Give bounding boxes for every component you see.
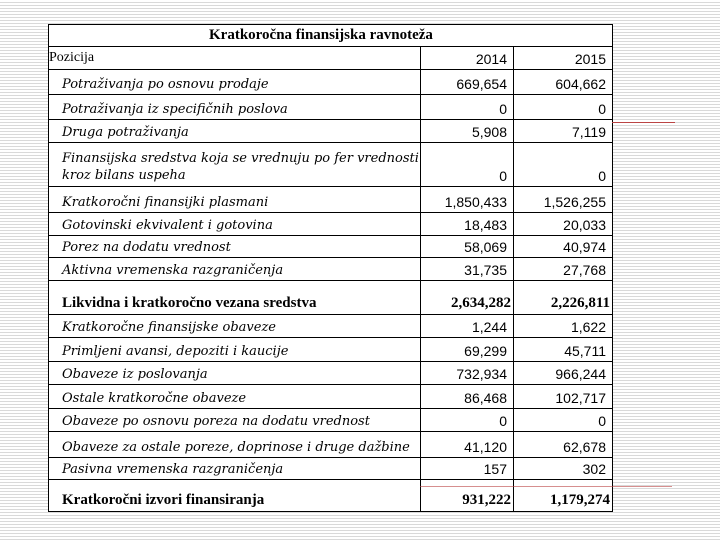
row-label: Pasivna vremenska razgraničenja	[49, 458, 421, 480]
value-2015: 302	[514, 458, 613, 480]
header-position: Pozicija	[49, 47, 421, 70]
row-label: Druga potraživanja	[49, 120, 421, 143]
row-label: Obaveze za ostale poreze, doprinose i druge dažbine	[49, 432, 421, 458]
value-2015: 1,179,274	[514, 480, 613, 512]
value-2015: 0	[514, 409, 613, 432]
row-label: Obaveze po osnovu poreza na dodatu vrednost	[49, 409, 421, 432]
row-label: Porez na dodatu vrednost	[49, 236, 421, 258]
table-row	[49, 315, 613, 338]
table-row	[49, 432, 613, 458]
table-row	[49, 338, 613, 362]
table-row	[49, 409, 613, 432]
value-2014: 1,244	[421, 315, 514, 338]
table-row	[49, 143, 613, 187]
row-label: Obaveze iz poslovanja	[49, 362, 421, 385]
value-2014: 0	[421, 409, 514, 432]
value-2015: 0	[514, 95, 613, 120]
header-2015: 2015	[514, 47, 613, 70]
value-2014: 0	[421, 143, 514, 187]
row-label: Gotovinski ekvivalent i gotovina	[49, 213, 421, 236]
value-2015: 966,244	[514, 362, 613, 385]
value-2015: 1,622	[514, 315, 613, 338]
table-row	[49, 236, 613, 258]
table-row	[49, 120, 613, 143]
value-2014: 18,483	[421, 213, 514, 236]
row-label: Aktivna vremenska razgraničenja	[49, 258, 421, 281]
table-row	[49, 458, 613, 480]
value-2014: 58,069	[421, 236, 514, 258]
row-label: Potraživanja po osnovu prodaje	[49, 70, 421, 95]
table-row	[49, 362, 613, 385]
value-2015: 604,662	[514, 70, 613, 95]
row-label: Kratkoročne finansijske obaveze	[49, 315, 421, 338]
table-row	[49, 480, 613, 512]
value-2015: 45,711	[514, 338, 613, 362]
value-2015: 62,678	[514, 432, 613, 458]
value-2014: 157	[421, 458, 514, 480]
row-label: Primljeni avansi, depoziti i kaucije	[49, 338, 421, 362]
row-label: Finansijska sredstva koja se vrednuju po fer vrednosti kroz bilans uspeha	[49, 143, 421, 187]
decorative-line	[420, 486, 672, 487]
table-row	[49, 281, 613, 315]
value-2014: 41,120	[421, 432, 514, 458]
row-label: Kratkoročni finansijki plasmani	[49, 187, 421, 213]
value-2014: 2,634,282	[421, 281, 514, 315]
value-2015: 0	[514, 143, 613, 187]
title-row	[49, 25, 613, 47]
header-row	[49, 47, 613, 70]
financial-balance-table	[48, 24, 613, 512]
value-2015: 40,974	[514, 236, 613, 258]
table-row	[49, 70, 613, 95]
value-2014: 5,908	[421, 120, 514, 143]
value-2014: 931,222	[421, 480, 514, 512]
value-2014: 86,468	[421, 385, 514, 409]
row-label: Potraživanja iz specifičnih poslova	[49, 95, 421, 120]
value-2015: 102,717	[514, 385, 613, 409]
table-row	[49, 95, 613, 120]
row-label: Kratkoročni izvori finansiranja	[49, 480, 421, 512]
decorative-line	[612, 122, 675, 123]
value-2014: 669,654	[421, 70, 514, 95]
value-2015: 20,033	[514, 213, 613, 236]
table-title: Kratkoročna finansijska ravnoteža	[49, 25, 613, 47]
value-2014: 69,299	[421, 338, 514, 362]
value-2014: 732,934	[421, 362, 514, 385]
value-2014: 0	[421, 95, 514, 120]
row-label: Likvidna i kratkoročno vezana sredstva	[49, 281, 421, 315]
row-label: Ostale kratkoročne obaveze	[49, 385, 421, 409]
value-2015: 27,768	[514, 258, 613, 281]
table-row	[49, 187, 613, 213]
value-2014: 1,850,433	[421, 187, 514, 213]
table-row	[49, 258, 613, 281]
value-2014: 31,735	[421, 258, 514, 281]
table-row	[49, 213, 613, 236]
table-row	[49, 385, 613, 409]
value-2015: 2,226,811	[514, 281, 613, 315]
value-2015: 7,119	[514, 120, 613, 143]
header-2014: 2014	[421, 47, 514, 70]
value-2015: 1,526,255	[514, 187, 613, 213]
